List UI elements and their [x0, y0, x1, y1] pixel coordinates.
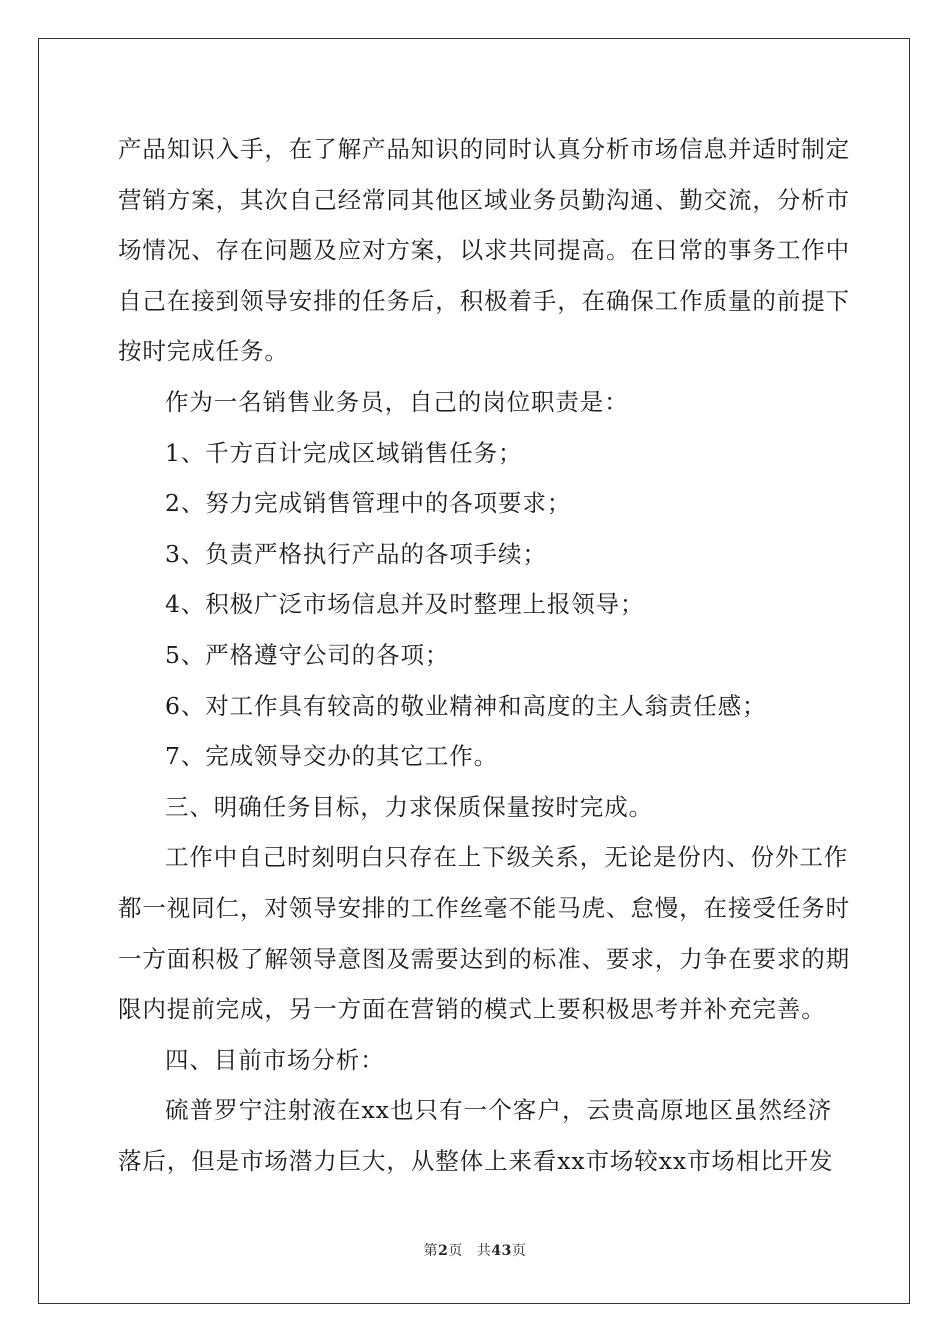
paragraph-line: 场情况、存在问题及应对方案，以求共同提高。在日常的事务工作中: [118, 236, 850, 265]
paragraph-line: 营销方案，其次自己经常同其他区域业务员勤沟通、勤交流，分析市: [118, 185, 850, 214]
page-prefix: 第: [423, 1243, 439, 1259]
paragraph-line: 作为一名销售业务员，自己的岗位职责是：: [165, 387, 629, 416]
list-item: 6、对工作具有较高的敬业精神和高度的主人翁责任感；: [165, 691, 767, 720]
total-prefix: 共: [476, 1243, 492, 1259]
list-item: 4、积极广泛市场信息并及时整理上报领导；: [165, 590, 645, 619]
section-heading: 三、明确任务目标，力求保质保量按时完成。: [165, 792, 653, 821]
paragraph-line: 都一视同仁，对领导安排的工作丝毫不能马虎、怠慢，在接受任务时: [118, 893, 850, 922]
paragraph-line: 落后，但是市场潜力巨大，从整体上来看xx市场较xx市场相比开发: [118, 1146, 834, 1175]
list-item: 5、严格遵守公司的各项；: [165, 640, 450, 669]
paragraph-line: 限内提前完成，另一方面在营销的模式上要积极思考并补充完善。: [118, 995, 826, 1024]
document-body: [118, 124, 850, 1186]
paragraph-line: 自己在接到领导安排的任务后，积极着手，在确保工作质量的前提下: [118, 286, 850, 315]
paragraph-line: 工作中自己时刻明白只存在上下级关系，无论是份内、份外工作: [165, 843, 849, 872]
page-unit: 页: [448, 1243, 463, 1259]
page-footer: [0, 1240, 950, 1260]
paragraph-line: 产品知识入手，在了解产品知识的同时认真分析市场信息并适时制定: [118, 135, 850, 163]
paragraph-line: 一方面积极了解领导意图及需要达到的标准、要求，力争在要求的期: [118, 944, 850, 973]
section-heading: 四、目前市场分析：: [165, 1045, 385, 1074]
list-item: 2、努力完成销售管理中的各项要求；: [165, 489, 572, 518]
list-item: 3、负责严格执行产品的各项手续；: [165, 539, 547, 568]
page-current: 2: [438, 1243, 449, 1259]
list-item: 7、完成领导交办的其它工作。: [165, 742, 499, 771]
total-unit: 页: [511, 1243, 527, 1259]
list-item: 1、千方百计完成区域销售任务；: [165, 438, 523, 467]
page-total: 43: [491, 1243, 512, 1259]
paragraph-line: 按时完成任务。: [118, 337, 289, 366]
paragraph-line: 硫普罗宁注射液在xx也只有一个客户，云贵高原地区虽然经济: [165, 1096, 832, 1125]
